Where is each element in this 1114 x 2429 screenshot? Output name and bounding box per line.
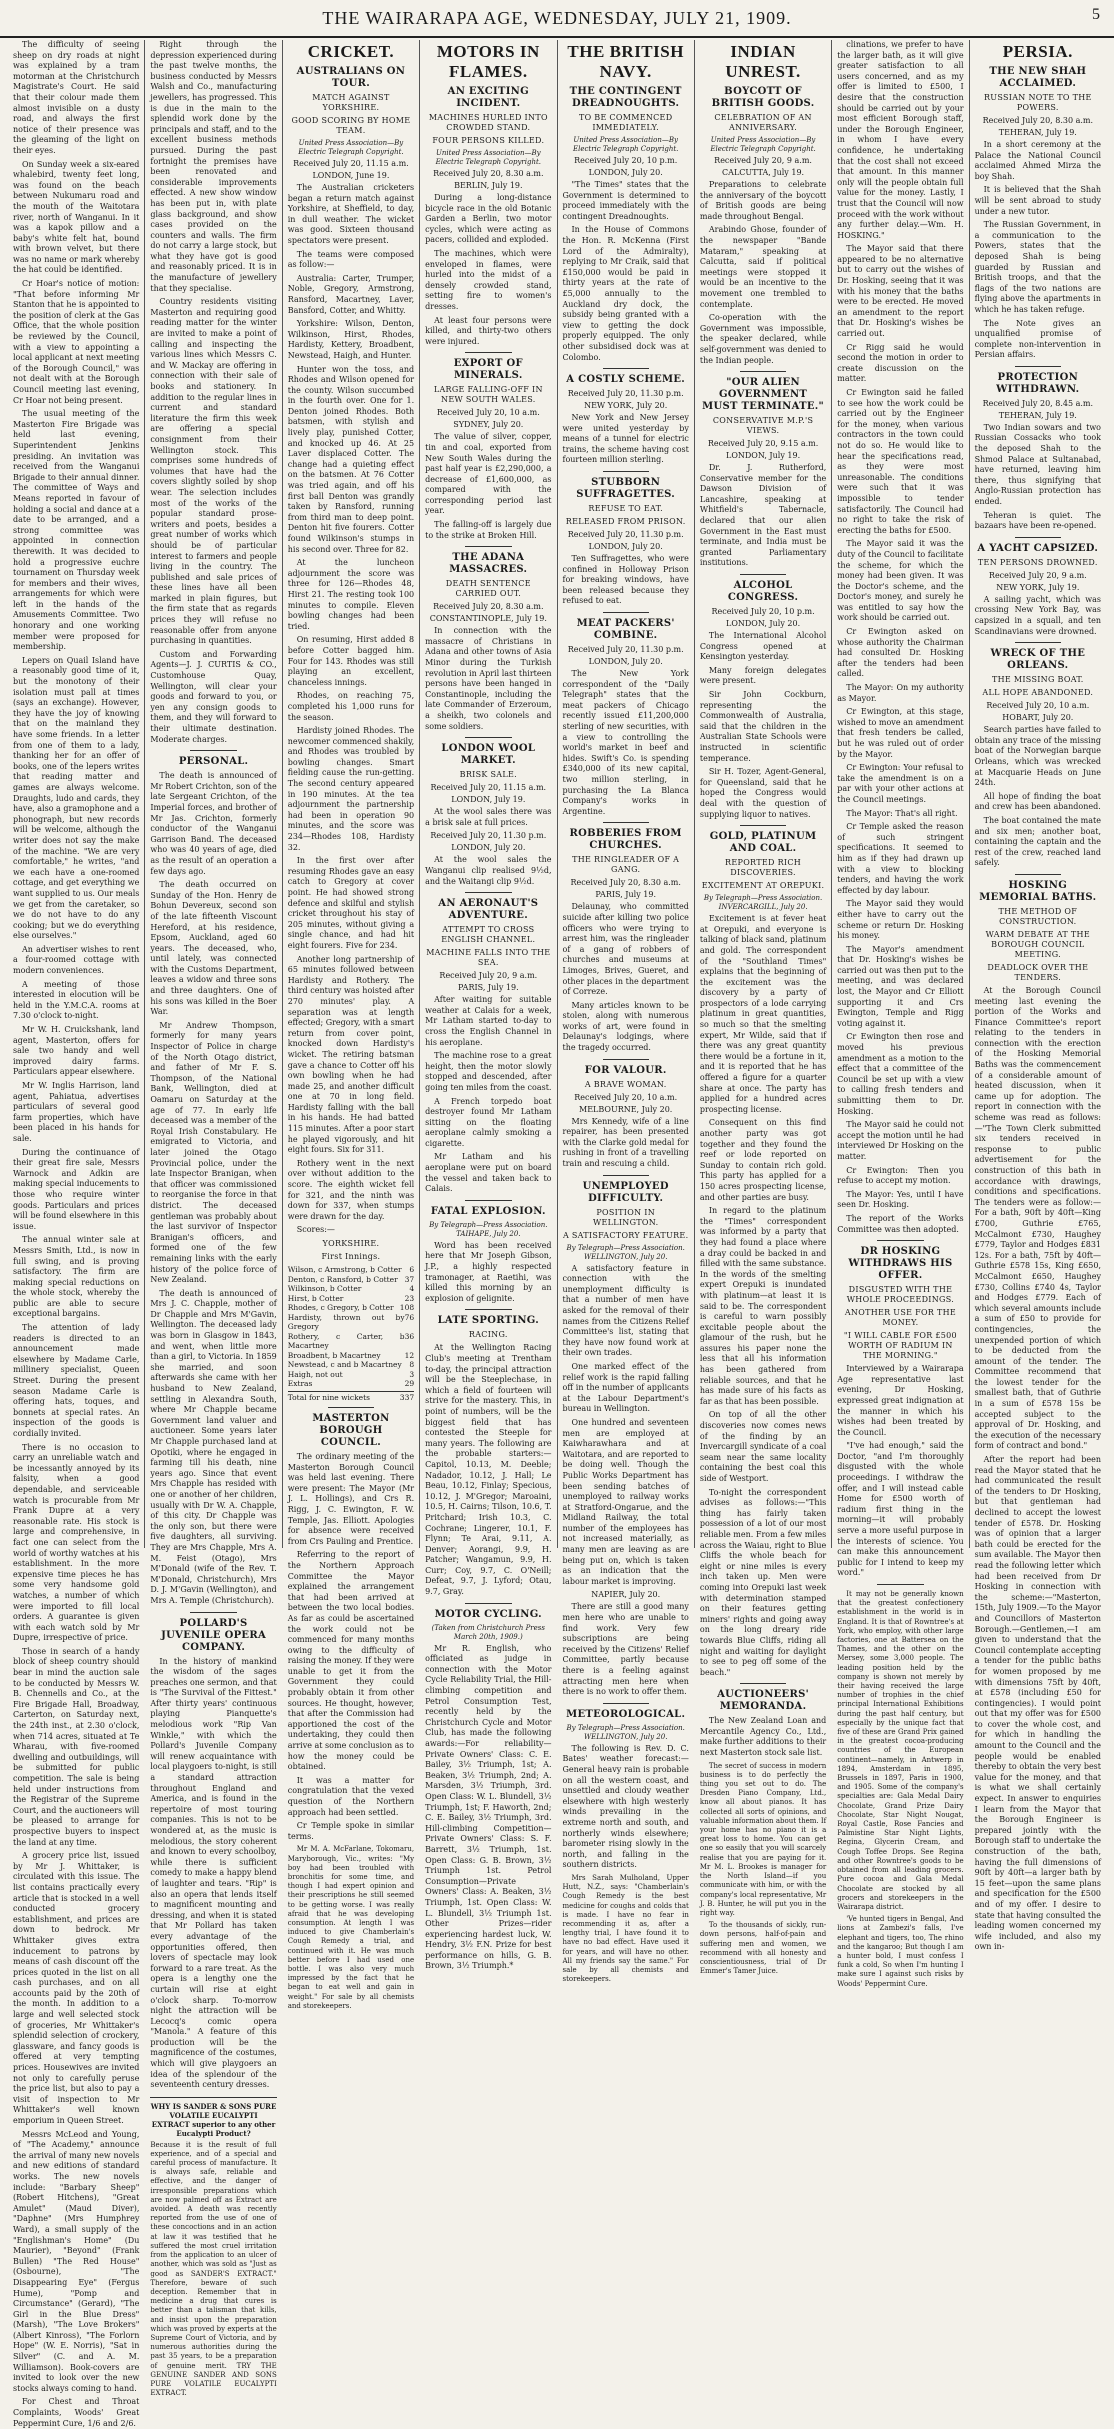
news-item: Another long partnership of 65 minutes followed between Hardisty and Rothery. The third century was hoisted after 270 minutes' play. A separation was at length effected; Gregory, with a smart return from cover point, knocked down Hardisty's wicket. The retiring batsman gave a chance to Cotter off his own bowling when he had made 25, and another difficult one at 70 in long field. Hardisty falling with the ball in his hands. He had batted 115 minutes. After a poor start he played vigorously, and hit eight fours. Six for 311.: [287, 954, 415, 1155]
news-item: Cr Ewington then rose and moved his previous amendment as a motion to the effect that a committee of the Council be set up with a view to calling fresh tenders and submitting them to Dr. Hosking.: [837, 1032, 964, 1116]
score-row: Rhodes, c Gregory, b Cotter 108: [287, 1303, 415, 1312]
dateline: TEHERAN, July 19.: [998, 128, 1077, 137]
scorecard-team: YORKSHIRE.: [322, 1239, 380, 1248]
subheading: REPORTED RICH DISCOVERIES.: [725, 858, 802, 878]
news-item: In regard to the platinum the "Times" correspondent was informed by a party that they had found a place where a dray could be backed in and filled with the same substance. In the words of the smelting expert Orepuki is inundated with platinum—at least it is said to be. The correspondent is careful to warn possibly excitable people about the glamour of the rush, but he assures his paper none the less that all his information has been gathered from reliable sources, and that he has made sure of his facts as far as that has been possible.: [699, 1206, 827, 1406]
news-item: On top of all the other discoveries now comes news of the finding by an Invercargill syndicate of a coal seam near the same locality containing the best coal this side of Westport.: [699, 1410, 827, 1483]
score-row: Denton, c Ransford, b Cotter 37: [287, 1274, 415, 1284]
divider: [465, 1603, 511, 1604]
news-item: Cr Ewington, at this stage, wished to move an amendment that fresh tenders be called, but he was ruled out of order by the Mayor.: [837, 707, 964, 759]
subheading: CONSERVATIVE M.P.'S VIEWS.: [712, 416, 814, 436]
article-headline-navy: THE BRITISH NAVY.: [567, 42, 684, 81]
dateline: HOBART, July 20.: [1002, 713, 1074, 723]
masthead: [0, 0, 1114, 38]
section-heading: MOTOR CYCLING.: [434, 1608, 542, 1620]
page-number: 5: [1092, 6, 1100, 23]
news-item: Two Indian sowars and two Russian Cossacks who took the deposed Shah to the Shmod Palace at Sultanabad, have returned, leaving him there, thus signifying that Anglo-Russian protection has ended.: [974, 422, 1101, 507]
news-item: Custom and Forwarding Agents—J. J. CURTIS & CO., Customhouse Quay, Wellington, will clear your goods and forward to you, or yen any consign goods to them, and they will forward to their ultimate destination. Moderate charges.: [150, 649, 277, 744]
subheading: AUSTRALIANS ON TOUR.: [296, 66, 406, 89]
scorecard-innings: First Innings.: [321, 1252, 381, 1261]
subheading: AN EXCITING INCIDENT.: [447, 86, 529, 109]
score-row: Newstead, c and b Macartney 8: [287, 1360, 415, 1369]
news-item: Delaunay, who committed suicide after killing two police officers who were trying to arrest him, was the ringleader of a gang of robbers of churches and museums at Limoges, Brives, Gueret, and other places in the department of Correze.: [562, 902, 689, 997]
news-item: Cr Ewington said he failed to see how the work could be carried out by the Engineer for the money, when various contractors in the town could not do so. He would like to hear the specifications read, as they were most unreasonable. The conditions were such that it was impossible to tender satisfactorily. The Council had no right to take the risk of erecting the baths for £500.: [837, 388, 964, 535]
subheading: BOYCOTT OF BRITISH GOODS.: [711, 86, 815, 109]
wire-credit: United Press Association—By Electric Telegraph Copyright.: [572, 136, 679, 153]
received-line: Received July 20, 10 p.m.: [574, 156, 678, 165]
divider: [603, 471, 649, 472]
news-item: Sir H. Tozer, Agent-General, for Queensland, said that he hoped the Congress would deal with the question of supplying liquor to natives.: [699, 767, 827, 819]
news-item: Word has been received here that Mr Joseph Gibson, J.P., a highly respected tramonager, at Raetihi, was killed this morning by an explosion of gelignite.: [425, 1240, 552, 1303]
dateline: NAPIER, July 20.: [591, 1590, 661, 1600]
news-item: On resuming, Hirst added 8 before Cotter bagged him. Four for 143. Rhodes was still playing an excellent, chanceless innings.: [287, 635, 415, 687]
section-heading: FOR VALOUR.: [584, 1064, 667, 1076]
divider: [740, 371, 786, 372]
section-heading-borough-council: MASTERTON BOROUGH COUNCIL.: [312, 1413, 390, 1448]
news-item: One marked effect of the relief work is the rapid falling off in the number of applicants at the Labour Department's bureau in Wellington.: [562, 1361, 689, 1414]
subheading: MACHINE FALLS INTO THE SEA.: [426, 948, 551, 968]
news-item: In the first over after resuming Rhodes gave an easy catch to Gregory at cover point. He had showed strong defence and skilful and stylish cricket throughout his stay of 205 minutes, without giving a single chance, and had hit eight fourers. Five for 234.: [287, 856, 415, 950]
section-heading: HOSKING MEMORIAL BATHS.: [979, 879, 1097, 903]
divider: [1015, 642, 1061, 643]
news-item: Australia: Carter, Trumper, Noble, Gregory, Armstrong, Ransford, Macartney, Laver, Bansford, Cotter, and Whitty.: [287, 273, 415, 315]
news-item: The Mayor said that there appeared to be no alternative but to carry out the wishes of Dr. Hosking, seeing that it was with his money that the baths were to be erected. He moved an amendment to the report that Dr. Hosking's wishes be carried out.: [837, 244, 964, 339]
news-item: "The Times" states that the Government is determined to proceed immediately with the contingent Dreadnoughts.: [562, 180, 689, 221]
subheading: TEN PERSONS DROWNED.: [977, 557, 1098, 567]
subheading: THE CONTINGENT DREADNOUGHTS.: [569, 86, 682, 109]
subheading: "I WILL CABLE FOR £500 WORTH OF RADIUM IN THE MORNING.": [843, 1331, 957, 1361]
news-item: The report of the Works Committee was then adopted.: [837, 1213, 964, 1234]
received-line: Received July 20, 8.30 a.m.: [982, 116, 1094, 125]
news-item: The machine rose to a great height, then the motor slowly stopped and descended, after going ten miles from the coast.: [425, 1051, 552, 1092]
news-item: It is believed that the Shah will be sent abroad to study under a new tutor.: [974, 185, 1101, 216]
news-item: The death is announced of Mrs J. C. Chapple, mother of Dr Chapple and Mrs M'Gavin, Wellington. The deceased lady was born in Glasgow in 1843, and went, when little more than a girl, to Victoria. In 1859 she married, and soon afterwards she came with her husband to New Zealand, settling in Alexandra South, where Mr Chapple became Government land valuer and auctioneer. Some years later Mr Chapple purchased land at Opotiki, where he engaged in farming till his death, nine years ago. Since that event Mrs Chapple has resided with one or another of her children, usually with Dr W. A. Chapple, of this city. Dr Chapple was the only son, but there were five daughters, all surviving. They are Mrs Chapple, Mrs A. M. Feist (Otago), Mrs M'Donald (wife of the Rev. T. M'Donald, Christchurch), Mrs D. J. M'Gavin (Wellington), and Mrs A. Temple (Christchurch).: [150, 1288, 277, 1605]
news-item: The death occurred on Sunday of the Hon. Henry de Bohun Devereux, second son of the late fifteenth Viscount Hereford, at his residence, Epsom, Auckland, aged 60 years. The deceased, who, until lately, was connected with the Customs Department, leaves a widow and three sons and three daughters. One of his sons was killed in the Boer War.: [150, 880, 277, 1017]
subheading: REFUSE TO EAT.: [588, 504, 663, 514]
news-item: The Mayor said he could not accept the motion until he had interviewed Dr Hosking on the matter.: [837, 1120, 964, 1161]
section-heading: ROBBERIES FROM CHURCHES.: [569, 828, 682, 852]
news-item: The falling-off is largely due to the strike at Broken Hill.: [425, 520, 552, 540]
section-heading: THE ADANA MASSACRES.: [449, 552, 528, 576]
news-item: For Chest and Throat Complaints, Woods' Great Peppermint Cure, 1/6 and 2/6.: [13, 2397, 140, 2428]
divider: [1015, 366, 1061, 367]
subheading: DEATH SENTENCE CARRIED OUT.: [445, 579, 531, 599]
news-item: The Mayor's amendment that Dr. Hosking's wishes be carried out was then put to the meeting, and was declared lost, the Mayor and Cr Elliott supporting it and Crs Ewington, Temple and Rigg voting against it.: [837, 944, 964, 1028]
score-row: Wilkinson, b Cotter 4: [287, 1284, 415, 1293]
received-line: Received July 20, 8.30 a.m.: [433, 602, 544, 612]
dateline: LONDON, July 20.: [588, 168, 663, 177]
section-heading: LONDON WOOL MARKET.: [441, 743, 536, 767]
news-item: The Russian Government, in a communication to the Powers, states that the deposed Shah is being guarded by Russian and British troops, and that the flags of the two nations are flying above the apartments in which he has taken refuge.: [974, 220, 1101, 314]
subheading: MACHINES HURLED INTO CROWDED STAND.: [428, 113, 548, 132]
section-heading: "OUR ALIEN GOVERNMENT MUST TERMINATE.": [702, 377, 825, 413]
score-row: Hirst, b Cotter 23: [287, 1293, 415, 1303]
news-item: A sailing yacht, which was crossing New York Bay, was capsized in a squall, and ten Scandinavians were drowned.: [974, 594, 1101, 636]
received-line: Received July 20, 11.30 p.m.: [430, 831, 547, 841]
news-item: At the Borough Council meeting last evening the portion of the Works and Finance Committee's report relating to the tenders in connection with the erection of the Hosking Memorial Baths was the commencement of a considerable amount of heated discussion, when it came up for adoption. The report in connection with the scheme was read as follows:—"The Town Clerk submitted six tenders received in response to public advertisement for the construction of this bath in accordance with drawings, conditions and specifications. The tenders were as follow:—For a bath, 90ft by 40ft—King £700, Guthrie £765, McCalmont £730, Haughey £779, Taylor and Hodges £831 12s. For a bath, 75ft by 40ft—Guthrie £578 15s, King £650, McCalmont £650, Haughey £730, Collins £740 4s, Taylor and Hodges £779. Each of which several amounts include a sum of £50 to provide for contingencies, the unexpended portion of which to be deducted from the amount of the tender. The Committee recommend that the lowest tender for the smallest bath, that of Guthrie in a sum of £578 15s be accepted subject to the approval of Dr. Hosking, and the execution of the necessary form of contract and bond.": [974, 985, 1101, 1451]
divider: [740, 1683, 786, 1684]
advert-cough-remedy: Mrs Sarah Mulholand, Upper Hutt, N.Z., says: "Chamberlain's Cough Remedy is the best medicine for coughs and colds that is made. I have no fear in recommending it as, after a lengthy trial, I have found it to have no bad effect. Have used it for years, and will have no other. All my friends say the same." For sale by all chemists and storekeepers.: [562, 1873, 689, 1984]
news-item: At the luncheon adjournment the score was three for 126—Rhodes 48, Hirst 21. The resting took 100 minutes to compile. Eleven bowling changes had been tried.: [287, 558, 415, 631]
divider: [603, 368, 649, 369]
section-heading: FATAL EXPLOSION.: [430, 1205, 546, 1217]
divider: [465, 1200, 511, 1201]
divider: [603, 1059, 649, 1060]
column-5: [558, 40, 695, 1984]
news-item: New York and New Jersey were united yesterday by means of a tunnel for electric trains, the scheme having cost fourteen million sterling.: [562, 413, 689, 465]
score-row: Broadbent, b Macartney 12: [287, 1350, 415, 1360]
news-item: Referring to the report of the Northern Approach Committee the Mayor explained the arrangement that had been arrived at between the two local bodies. As far as could be ascertained the work could not be commenced for many months owing to the difficulty of raising the money. If they were unable to get it from the Government they could probably obtain it from other sources. He thought, however, that after the Commission had apportioned the cost of the undertaking, they could then arrive at some conclusion as to how the money could be obtained.: [287, 1550, 415, 1772]
divider: [877, 1240, 923, 1241]
news-item: Hunter won the toss, and Rhodes and Wilson opened for the county. Wilson succumbed in the fourth over. One for 1. Denton joined Rhodes. Both batsmen, with stylish and lively play, punished Cotter, and knocked up 46. At 25 Laver displaced Cotter. The change had a quieting effect on the batsmen. At 76 Cotter was tried again, and off his first ball Denton was grandly taken by Ransford, running from third man to deep point. Denton hit five fourers. Cotter found Wilkinson's stumps in his second over. Three for 82.: [287, 364, 415, 554]
divider: [740, 574, 786, 575]
news-item: Cr Ewington: Then you refuse to accept my motion.: [837, 1165, 964, 1186]
received-line: Received July 20, 9 a.m.: [439, 971, 538, 981]
news-item: Cr Hoar's notice of motion: "That before informing Mr Stanton that he is appointed to the position of clerk at the Gas Office, that the whole position be reviewed by the Council, with a view to appointing a local applicant at next meeting of the Borough Council," was not dealt with at the Borough Council meeting last evening, Cr Hoar not being present.: [13, 279, 140, 405]
section-heading: AUCTIONEERS' MEMORANDA.: [717, 1689, 809, 1713]
advert-rowntree: It may not be generally known that the greatest confectionery establishment in the world is in England. It is that of Rowntree's at York, who employ, with other large factories, one at Battersea on the Thames, and the other on the Mersey, some 3,000 people. The leading position held by the company is shown not merely by their having received the large number of trophies in the chief principal International Exhibitions during the past half century, but especially by the unique fact that five of these are Grand Prix gained in the greatest cocoa-producing countries of the European continent—namely, in Antwerp in 1894, Amsterdam in 1895, Brussels in 1897, Paris in 1900, and 1905. Some of the company's specialties are: Gala Medal Dairy Chocolate, Grand Prize Dairy Chocolate, Star Night Nougat, Royal Castle, Rose Fancies and Palmistine Star Night Lights, Regina, Glycerin Cream, and Cough Toffee Drops. See Regina and other Rowntree's goods to be obtained from all leading grocers. Pure cocoa and Gala Medal Chocolate are stocked by all grocers and storekeepers in the Wairarapa district.: [837, 1590, 964, 1911]
section-heading: ALCOHOL CONGRESS.: [727, 580, 799, 604]
news-item: After the report had been read the Mayor stated that he had communicated the result of the tenders to Dr Hosking, but that gentleman had declined to accept the lowest tender of £578. Dr. Hosking was of opinion that a larger bath could be erected for the sum available. The Mayor then read the following letter which had been received from Dr Hosking in connection with the scheme:—"Masterton, 15th, July 1909.—To the Mayor and Councillors of Masterton Borough.—Gentlemen,—I am given to understand that the Council contemplate accepting a tender for the public baths for women proposed by me with dimensions 75ft by 40ft, at £578 (including £50 for contingencies). I would point out that my offer was for £500 to cover the whole cost, and for which in handling the amount to the Council and the people would be enabled thereby to obtain the very best value for the money, and that is what we shall certainly expect. In answer to enquiries I learn from the Mayor that the Borough Engineer is prepared jointly with the Borough staff to undertake the construction of the bath, having the full dimensions of 90ft by 40ft—a larger bath by 15 feet—upon the same plans and specification for the £500 and of my offer. I desire to state that having consulted the leading women concerned my wife included, and also my own in-: [974, 1455, 1101, 1952]
news-item: Mr R. English, who officiated as judge in connection with the Motor Cycle Reliability Trial, the Hill-climbing competition and Petrol Consumption Test, recently held by the Christchurch Cycle and Motor Club, has made the following awards:—For reliability—Private Owners' Class: C. E. Bailey, 3½ Triumph, 1st; A. Beaken, 3½ Triumph, 2nd; A. Marsden, 3½ Triumph, 3rd. Open Class: W. L. Blundell, 3½ Triumph, 1st; F. Haworth, 2nd; C. E. Bailey, 3½ Triumph, 3rd. Hill-climbing Competition—Private Owners' Class: S. F. Barrett, 3½ Triumph, 1st. Open Class: G. B. Brown, 3½ Triumph 1st. Petrol Consumption—Private Owners' Class: A. Beaken, 3½ Triumph, 1st. Open Class: W. L. Blundell, 3½ Triumph 1st. Other Prizes—rider experiencing hardest luck, W. Hendry, 3½ F.N. Prize for best performance on hills, G. B. Brown, 3½ Triumph.*: [425, 1643, 552, 1971]
subheading: ANOTHER USE FOR THE MONEY.: [844, 1308, 957, 1328]
divider: [603, 822, 649, 823]
news-item: A grocery price list, issued by Mr J. Whittaker, is circulated with this issue. The list contains practically every article that is stocked in a well conducted grocery establishment, and prices are down to bedrock. Mr Whittaker gives extra inducement to patrons by means of cash discount off the prices quoted in the list on all cash purchases, and on all accounts paid by the 20th of the month. In addition to a large and well selected stock of groceries, Mr Whittaker's splendid selection of crockery, glassware, and fancy goods is offered at very tempting prices. Housewives are invited not only to carefully peruse the price list, but also to pay a visit of inspection to Mr Whittaker's well known emporium in Queen Street.: [13, 1851, 140, 2125]
news-item: One hundred and seventeen men are employed at Kaiwharawhara and at Waitotara, and are reported to be doing well. Though the Public Works Department has been sending batches of unemployed to railway works at Stratford-Ongarue, and the Midland Railway, the total number of the employees has not increased materially, as many men are leaving as are being put on, which is taken as an indication that the labour market is improving.: [562, 1417, 689, 1586]
news-item: The Australian cricketers began a return match against Yorkshire, at Sheffield, to day, in dull weather. The wicket was good. Sixteen thousand spectators were present.: [287, 183, 415, 245]
news-item: To-night the correspondent advises as follows:—"This thing has fairly taken possession of a lot of our most reliable men. From a few miles across the Waiau, right to Blue Cliffs the whole beach for eight or nine miles is every inch taken up. Men were coming into Orepuki last week with determination stamped on their features getting miners' rights and going away on the long dreary ride towards Blue Cliffs, riding all night and waiting for daylight to see to peg off some of the beach.": [699, 1487, 827, 1677]
news-item: On Sunday week a six-eared whalebird, twenty feet long, was found on the beach between Nukumaru road and the mouth of the Waitotara river, north of Wanganui. In it was a kapok pillow and a baby's white felt hat, bound with brown velvet, but there was no name or mark whereby the hat could be identified.: [13, 159, 140, 275]
dateline: PARIS, July 19.: [458, 983, 519, 993]
dateline: NEW YORK, July 19.: [996, 582, 1080, 592]
received-line: Received July 20, 8.30 a.m.: [570, 878, 681, 888]
dateline: LONDON, June 19.: [312, 171, 390, 180]
section-heading: EXPORT OF MINERALS.: [453, 358, 523, 382]
news-item: Cr Ewington asked on whose authority the Chairman had consulted Dr. Hosking after the tenders had been called.: [837, 627, 964, 679]
news-item: Consequent on this find another party was got together and they found the reef or lode reported on Sunday to contain rich gold. This party has applied for a 150 acres prospecting license, and other parties are busy.: [699, 1118, 827, 1202]
dateline: MELBOURNE, July 20.: [579, 1104, 673, 1114]
wire-credit: United Press Association—By Electric Telegraph Copyright.: [298, 139, 404, 156]
news-item: Ten Suffragettes, who were confined in Holloway Prison for breaking windows, have been released because they refused to eat.: [562, 554, 689, 606]
news-item: Yorkshire: Wilson, Denton, Wilkinson, Hirst, Rhodes, Hardisty, Kettery, Broadbent, Newstead, Haigh, and Hunter.: [287, 319, 415, 360]
news-item: In the history of mankind the wisdom of the sages preaches one sermon, and that is "The Survival of the Fittest." After thirty years' continuous playing Pianquette's melodious work "Rip Van Winkle," with which the Pollard's Juvenile Company will renew acquaintance with local playgoers to-night, is still a standard attraction throughout England and America, and is found in the repertoire of most touring companies. This is not to be wondered at, as the music is melodious, the story coherent and known to every schoolboy, while there is sufficient comedy to make a happy blend of laughter and tears. "Rip" is also an opera that lends itself to magnificent mounting and dressing, and when it is stated that Mr Pollard has taken every advantage of the opportunities offered, then lovers of spectacle may look forward to a rare treat. As the opera is a lengthy one the curtain will rise at eight o'clock sharp. To-morrow night the attraction will be Lecocq's comic opera "Manola." A feature of this production will be the magnificence of the costumes, which will give playgoers an idea of the splendour of the seventeenth century dresses.: [150, 1656, 277, 2090]
section-heading: MEAT PACKERS' COMBINE.: [576, 618, 675, 642]
dateline: NEW YORK, July 20.: [584, 401, 668, 411]
news-item: The attention of lady readers is directed to an announcement made elsewhere by Madame Carle, millinery specialist, Queen Street. During the present season Madame Carle is offering hats, toques, and bonnets at special rates. An inspection of the goods is cordially invited.: [13, 1323, 140, 1438]
divider: [603, 1175, 649, 1176]
news-item: Country residents visiting Masterton and requiring good reading matter for the winter are invited to make a point of calling and inspecting the various lines which Messrs C. and W. Mackay are offering in connection with their sale of books and stationery. In addition to the regular lines in current and standard literature the firm this week are offering a special consignment from their Wellington stock. This comprises some hundreds of volumes that have had the covers slightly soiled by shop wear. The selection includes most of the works of the popular standard prose-writers and poets, besides a great number of works which should be of particular interest to farmers and people living in the country. The published and sale prices of these lines have all been marked in plain figures, but the firm state that as regards prices they will refuse no reasonable offer from anyone purchasing in quantities.: [150, 297, 277, 646]
score-row: Rothery, c Carter, b Macartney 36: [287, 1331, 415, 1350]
news-item: Scores:—: [296, 1225, 335, 1235]
news-item: To the thousands of sickly, run-down persons, half-of-pain and suffering men and women, we recommend with all honesty and conscientiousness, trial of Dr Emmer's Tamer Juice.: [699, 1921, 827, 1976]
divider: [740, 825, 786, 826]
received-line: Received July 20, 8.45 a.m.: [982, 398, 1094, 408]
news-item: Rothery went in the next over without addition to the score. The eighth wicket fell for 321, and the ninth was down for 337, when stumps were drawn for the day.: [287, 1158, 415, 1221]
dateline: CONSTANTINOPLE, July 19.: [429, 614, 547, 624]
column-7: [832, 40, 969, 1988]
subheading: THE RINGLEADER OF A GANG.: [572, 855, 680, 875]
received-line: Received July 20, 11.30 p.m.: [567, 389, 684, 399]
subheading: THE METHOD OF CONSTRUCTION.: [998, 906, 1078, 926]
news-item: The Mayor: Yes, until I have seen Dr. Hosking.: [837, 1189, 964, 1210]
received-line: Received July 20, 9.15 a.m.: [707, 439, 819, 449]
news-item: Cr Rigg said he would second the motion in order to create discussion on the matter.: [837, 342, 964, 384]
news-item: In a short ceremony at the Palace the National Council acclaimed Ahmed Mirza the boy Shah.: [974, 140, 1101, 181]
dateline: TEHERAN, July 19.: [998, 410, 1077, 420]
section-heading: UNEMPLOYED DIFFICULTY.: [582, 1180, 669, 1204]
dateline: LONDON, July 19.: [726, 451, 801, 461]
dateline: LONDON, July 20.: [588, 542, 663, 552]
divider: [465, 546, 511, 547]
dateline: LONDON, July 20.: [726, 619, 801, 629]
newspaper-columns: [8, 40, 1106, 2428]
subheading: A SATISFACTORY FEATURE.: [562, 1230, 689, 1240]
news-item: At least four persons were killed, and thirty-two others were injured.: [425, 315, 552, 346]
news-item: Mr Latham and his aeroplane were put on board the vessel and taken back to Calais.: [425, 1152, 552, 1194]
news-item: The Mayor: That's all right.: [846, 808, 958, 818]
section-heading: METEOROLOGICAL.: [566, 1708, 686, 1720]
news-item: Sir John Cockburn, representing the Commonwealth of Australia, said that the children in the Australian State Schools were instructed in scientific temperance.: [699, 690, 827, 763]
news-item: The Mayor: On my authority as Mayor.: [837, 683, 964, 703]
column-3: [283, 40, 420, 2010]
news-item: At the Wellington Racing Club's meeting at Trentham to-day, the principal attraction will be the Steeplechase, in which a field of fourteen will strive for the mastery. This, in point of numbers, will be the biggest field that has contested the Steeple for many years. The following are the probable starters:—Capitol, 10.13, M. Deeble; Nadador, 10.12, J. Hall; Le Beau, 10.12, Finlay; Specious, 10.12, J. M'Gregor; Maroaini, 10.5, H. Cairns; Tilson, 10.6, T. Pritchard; Irish 10.3, C. Cochrane; Lingerer, 10.1, F. Flynn; Te Arai, 9.11, A. Denver; Aorangi, 9.9, H. Patcher; Wangamun, 9.9, H. Curr; Coy, 9.7, C. O'Neill; Defeat, 9.7, J. Lyford; Otau, 9.7, Gray.: [425, 1343, 552, 1597]
wire-credit: (Taken from Christchurch Press March 20th, 1909.): [431, 1623, 545, 1641]
news-item: Cr Temple asked the reason of such stringent specifications. It seemed to him as if they had drawn up with a view to blocking tenders, and having the work effected by day labour.: [837, 822, 964, 895]
received-line: Received July 20, 10 p.m.: [711, 607, 815, 617]
news-item: Search parties have failed to obtain any trace of the missing boat of the Norwegian barque Orleans, which was wrecked at Macquarie Heads on June 24th.: [974, 725, 1101, 788]
news-item: clinations, we prefer to have the larger bath, as it will give greater satisfaction to all users concerned, and as my offer is limited to £500, I desire that the construction should be carried out by your most efficient Borough staff, under the Borough Engineer, in whom I have every confidence, he undertaking that the cost shall not exceed that amount. In this manner only will the people obtain full value for the money. Lastly, I trust that the Council will now proceed with the work without any further delay.—Wm. H. HOSKING.": [837, 40, 964, 240]
news-item: During the continuance of their great fire sale, Messrs Warnock and Adkin are making special inducements to those who require winter goods. Particulars and prices will be found elsewhere in this issue.: [13, 1147, 140, 1231]
received-line: Received July 20, 9 a.m.: [988, 570, 1087, 580]
column-6: [695, 40, 832, 1976]
news-item: Mr W. Inglis Harrison, land agent, Pahiatua, advertises particulars of several good farm properties, which have been placed in his hands for sale.: [13, 1081, 140, 1143]
divider: [190, 1612, 236, 1613]
subheading: TO BE COMMENCED IMMEDIATELY.: [578, 113, 673, 132]
news-item: Lepers on Quail Island have a reasonably good time of it, but the monotony of their isolation must pall at times (says an exchange). However, they have the joy of knowing that on the mainland they have some friends. In a letter from one of them to a lady, thanking her for an offer of books, one of the lepers writes that reading matter and games are always welcome. Draughts, ludo and cards, they have, also a gramophone and a phonograph, but new records will be welcome, although the writer does not say the make of the machine. "We are very comfortable," he writes, "and we each have a one-roomed cottage, and get everything we want supplied to us. Our meals we get from the caretaker, so we do not have to do any cooking; but we do everything else ourselves.": [13, 655, 140, 941]
divider: [603, 612, 649, 613]
news-item: The teams were composed as follow:—: [287, 249, 415, 270]
section-heading: A YACHT CAPSIZED.: [977, 542, 1099, 554]
received-line: Received July 20, 11.30 p.m.: [567, 530, 684, 540]
divider: [465, 352, 511, 353]
dateline: PARIS, July 19.: [595, 890, 656, 900]
column-2: [145, 40, 282, 2398]
divider: [877, 1584, 923, 1585]
section-heading: DR HOSKING WITHDRAWS HIS OFFER.: [848, 1246, 953, 1282]
divider: [190, 750, 236, 751]
divider: [603, 1703, 649, 1704]
dateline: LONDON, July 20.: [588, 657, 663, 667]
article-headline-persia: PERSIA.: [1002, 42, 1073, 61]
subheading: EXCITEMENT AT OREPUKI.: [701, 881, 825, 891]
subheading: RUSSIAN NOTE TO THE POWERS.: [983, 93, 1092, 112]
news-item: The difficulty of seeing sheep on dry roads at night was explained by a tram motorman at the Christchurch Magistrate's Court. He said that their colour made them almost invisible on a dusty road, and always the first notice of their presence was the gleaming of the light on their eyes.: [13, 40, 140, 155]
received-line: Received July 20, 11.15 a.m.: [293, 159, 409, 168]
news-item: The value of silver, copper, tin and coal, exported from New South Wales during the past half year is £2,290,000, a decrease of £1,600,000, as compared with the corresponding period last year.: [425, 432, 552, 516]
news-item: It was a matter for congratulation that the vexed question of the Northern approach had been settled.: [287, 1775, 415, 1817]
news-item: Mr Andrew Thompson, formerly for many years Inspector of Police in charge of the North Otago district, and father of Mr F. S. Thompson, of the National Bank, Wellington, died at Oamaru on Saturday at the age of 77. In early life deceased was a member of the Royal Irish Constabulary. He emigrated to Victoria, and later joined the Otago Provincial police, under the late Inspector Branigan, when that officer was commissioned to reorganise the force in that district. The deceased gentleman was probably about the last survivor of Inspector Branigan's officers, and formed one of the few remaining links with the early history of the police force of New Zealand.: [150, 1020, 277, 1285]
news-item: All hope of finding the boat and crew has been abandoned.: [974, 791, 1101, 812]
section-heading-pollard: POLLARD'S JUVENILE OPERA COMPANY.: [161, 1617, 267, 1653]
subheading: ALL HOPE ABANDONED.: [982, 688, 1094, 698]
news-item: In the House of Commons the Hon. R. McKenna (First Lord of the Admiralty), replying to Mr Craik, said that £150,000 would be paid in thirty years at the rate of £5,000 annually to the Auckland dry dock, the subsidy being granted with a view to getting the dock properly equipped. The only other subsidised dock was at Colombo.: [562, 225, 689, 362]
wire-credit: United Press Association—By Electric Telegraph Copyright.: [435, 149, 542, 166]
news-item: The Note gives an unqualified promise of complete non-intervention in Persian affairs.: [974, 318, 1101, 360]
divider: [1015, 874, 1061, 875]
news-item: The annual winter sale at Messrs Smith, Ltd., is now in full swing, and is proving satisfactory. The firm are making special reductions on the whole stock, whereby the public are able to secure exceptional bargains.: [13, 1235, 140, 1319]
news-item: The death is announced of Mr Robert Crichton, son of the late Sergeant Crichton, of the Imperial forces, and brother of Mr Jas. Crichton, formerly conductor of the Wanganui Garrison Band. The deceased who was 40 years of age, died as the result of an operation a few days ago.: [150, 771, 277, 876]
section-heading: GOLD, PLATINUM AND COAL.: [709, 831, 817, 855]
article-headline-indian-unrest: INDIAN UNREST.: [725, 42, 801, 81]
news-item: There are still a good many men here who are unable to find work. Very few subscriptions are being received by the Citizens' Relief Committee, partly because there is a feeling against attracting men here when there is no work to offer them.: [562, 1602, 689, 1697]
news-item: Many foreign delegates were present.: [699, 665, 827, 686]
article-headline-cricket: CRICKET.: [307, 42, 395, 61]
news-item: The New York correspondent of the "Daily Telegraph" states that the meat packers of Chicago recently issued £11,200,000 sterling of new securities, with a view to controlling the world's market in beef and hides. Swift's Co. is spending £340,000 of its new capital, two million sterling, in purchasing the La Blanca Company's works in Argentine.: [562, 669, 689, 816]
newspaper-title: THE WAIRARAPA AGE, WEDNESDAY, JULY 21, 1909.: [322, 7, 792, 28]
news-item: Many articles known to be stolen, along with numerous works of art, were found in Delaunay's lodgings, where the tragedy occurred.: [562, 1000, 689, 1053]
advert-verse: 'Ve hunted tigers in Bengal, And lions at Zambezi's falls, I've elephant and tigers, too, The rhino and the kangaroo; But though I am a hunter bold, I must confess I funk a cold, So when I'm hunting I make sure I against such risks by Woods' Peppermint Cure.: [837, 1915, 964, 1988]
news-item: The boat contained the mate and six men; another boat, containing the captain and the rest of the crew, reached land safely.: [974, 815, 1101, 868]
section-heading: LATE SPORTING.: [437, 1315, 540, 1327]
news-item: The Mayor said it was the duty of the Council to facilitate the scheme, for which the money had been given. It was the Doctor's scheme, and the Doctor's money, and surely he was entitled to say how the work should be carried out.: [837, 539, 964, 623]
news-item: Interviewed by a Wairarapa Age representative last evening, Dr Hosking, expressed great indignation at the manner in which his wishes had been treated by the Council.: [837, 1364, 964, 1437]
score-row: Haigh, not out 3: [287, 1369, 415, 1379]
subheading: DISGUSTED WITH THE WHOLE PROCEEDINGS.: [846, 1285, 955, 1305]
subheading: LARGE FALLING-OFF IN NEW SOUTH WALES.: [433, 385, 543, 405]
news-item: "I've had enough," said the Doctor, "and I'm thoroughly disgusted with the whole proceedings. I withdraw the offer, and I will instead cable Home for £500 worth of radium first thing in the morning—it will probably serve a more useful purpose in the interests of science. You can make this announcement public for I intend to keep my word.": [837, 1441, 964, 1578]
news-item: The Mayor said they would either have to carry out the scheme or return Dr. Hosking his money.: [837, 899, 964, 941]
received-line: Received July 20, 10 a.m.: [436, 408, 540, 418]
dateline: LONDON, July 19.: [451, 795, 526, 805]
dateline: SYDNEY, July 20.: [453, 420, 524, 430]
score-row: Hardisty, thrown out by Gregory 76: [287, 1312, 415, 1331]
subheading: A BRAVE WOMAN.: [584, 1079, 667, 1089]
subheading: POSITION IN WELLINGTON.: [592, 1207, 659, 1227]
subheading: RACING.: [468, 1330, 508, 1340]
section-heading: PROTECTION WITHDRAWN.: [996, 371, 1080, 395]
subheading: FOUR PERSONS KILLED.: [432, 136, 545, 145]
subheading: GOOD SCORING BY HOME TEAM.: [291, 116, 411, 135]
news-item: The ordinary meeting of the Masterton Borough Council was held last evening. There were present: The Mayor (Mr J. L. Hollings), and Crs R. Rigg, J. C. Ewington, F. W. Temple, Jas. Elliott. Apologies for absence were received from Crs Pauling and Prentice.: [287, 1452, 415, 1546]
news-item: Rhodes, on reaching 75, completed his 1,000 runs for the season.: [287, 691, 415, 722]
section-heading: A COSTLY SCHEME.: [566, 374, 686, 386]
subheading: WARM DEBATE AT THE BOROUGH COUNCIL MEETING.: [985, 929, 1090, 959]
news-item: Dr. J. Rutherford, Conservative member for the Dawson Division of Lancashire, speaking at Whitfield's Tabernacle, declared that our alien Government in the East must terminate, and India must be granted Parliamentary institutions.: [699, 463, 827, 568]
news-item: A meeting of those interested in elocution will be held in the Y.M.C.A. rooms at 7.30 o'clock to-night.: [13, 979, 140, 1021]
news-item: There is no occasion to carry an unreliable watch and be incessantly annoyed by its falsity, when a good dependable, and serviceable watch is procurable from Mr Frank Dupre at a very reasonable rate. His stock is large and comprehensive, in fact one can select from the world of worthy watches at his establishment. In the more expensive time pieces he has some very handsome gold watches, a number of which were imported to fill local orders. A guarantee is given with each watch sold by Mr Dupre, irrespective of price.: [13, 1442, 140, 1643]
subheading: DEADLOCK OVER THE TENDERS.: [987, 962, 1089, 982]
news-item: After waiting for suitable weather at Calais for a week, Mr Latham started to-day to cross the English Channel in his aeroplane.: [425, 995, 552, 1047]
wire-credit: By Telegraph—Press Association. WELLINGTON, July 20.: [566, 1723, 685, 1741]
column-4: [420, 40, 557, 1971]
news-item: At the wool sales there was a brisk sale at full prices.: [425, 807, 552, 827]
divider: [465, 737, 511, 738]
news-item: Right through the depression experienced during the past twelve months, the business conducted by Messrs Walsh and Co., manufacturing jewellers, has progressed. This is due in the main to the splendid work done by the principals and staff, and to the excellent business methods pursued. During the past fortnight the premises have been renovated and considerable improvements effected. A new show window has been put in, with plate glass background, and show cases provided on the counters and walls. The firm do not carry a large stock, but what they have got is good and reasonably priced. It is in the manufacture of jewellery that they specialise.: [150, 40, 277, 293]
subheading: THE NEW SHAH ACCLAIMED.: [989, 66, 1087, 89]
subheading: ATTEMPT TO CROSS ENGLISH CHANNEL.: [441, 925, 536, 945]
received-line: Received July 20, 11.30 p.m.: [567, 645, 684, 655]
received-line: Received July 20, 11.15 a.m.: [430, 783, 547, 793]
section-heading: STUBBORN SUFFRAGETTES.: [576, 477, 676, 501]
news-item: Excitement is at fever heat at Orepuki, and everyone is talking of black sand, platinum and gold. The correspondent of the "Southland Times" explains that the beginning of the excitement was the discovery by a party of prospectors of a lode carrying platinum in great quantities, so much so that the smelting expert, Mr Wilde, said that if there was any great quantity there would be a fortune in it, and it is reported that he has offered a figure for a quarter share at once. The party has applied for a hundred acres prospecting license.: [699, 914, 827, 1114]
received-line: Received July 20, 10 a.m.: [986, 701, 1090, 711]
news-item: An advertiser wishes to rent a four-roomed cottage with modern conveniences.: [13, 944, 140, 976]
dateline: CALCUTTA, July 19.: [722, 168, 805, 177]
received-line: Received July 20, 9 a.m.: [714, 156, 812, 165]
divider: [1015, 537, 1061, 538]
section-heading: AN AERONAUT'S ADVENTURE.: [438, 898, 539, 922]
news-item: Mrs Kennedy, wife of a line repairer, has been presented with the Clarke gold medal for rushing in front of a travelling train and rescuing a child.: [562, 1116, 689, 1169]
dateline: LONDON, July 20.: [451, 843, 526, 853]
news-item: In connection with the massacre of Christians in Adana and other towns of Asia Minor during the Turkish revolution in April last thirteen persons have been hanged in Constantinople, including the late Commander of Erzeroum, a sheikh, two colonels and some soldiers.: [425, 626, 552, 731]
column-1: [8, 40, 145, 2428]
subheading: THE MISSING BOAT.: [991, 675, 1084, 685]
advert-eucalypti: [150, 2097, 276, 2399]
score-row: Extras 29: [287, 1379, 415, 1388]
news-item: Cr Ewington: Your refusal to take the amendment is on a par with your other actions at the Council meetings.: [837, 763, 964, 804]
scorecard: [288, 1239, 414, 1402]
news-item: A French torpedo boat destroyer found Mr Latham sitting on the floating aeroplane calmly smoking a cigarette.: [425, 1096, 552, 1148]
wire-credit: By Telegraph—Press Association. INVERCARGILL, July 20.: [703, 894, 823, 912]
article-headline-motors: MOTORS IN FLAMES.: [436, 42, 540, 81]
news-item: Cr Temple spoke in similar terms.: [287, 1821, 415, 1841]
column-8: [970, 40, 1106, 1952]
advert-body: Because it is the result of full experience, and of a special and careful process of manufacture. It is always safe, reliable and effective, and the danger of irresponsible preparations which are now palmed off as Extract are avoided. A death was recently reported from the use of one of these concoctions and in an action at law it was testified that he suffered the most cruel irritation from the application to an ulcer of another, which was sold as "Just as good as SANDER'S EXTRACT." Therefore, beware of such deception. Remember that in medicine a drug that cures is better than a talisman that kills, and insist upon the preparation which was proved by experts at the Supreme Court of Victoria, and by numerous authorities during the past 35 years, to be a preparation of genuine merit. TRY THE GENUINE SANDER AND SONS PURE VOLATILE EUCALYPTI EXTRACT.: [150, 2140, 277, 2398]
wire-credit: By Telegraph—Press Association. WELLINGTON, July 20.: [566, 1243, 685, 1261]
score-total: Total for nine wickets 337: [287, 1392, 415, 1402]
news-item: Preparations to celebrate the anniversary of the boycott of British goods are being made throughout Bengal.: [699, 180, 827, 221]
subheading: BRISK SALE.: [459, 770, 517, 780]
received-line: Received July 20, 8.30 a.m.: [433, 169, 544, 178]
news-item: The secret of success in modern business is to do perfectly the thing you set out to do. The Dresden Piano Company, Ltd., know all about pianos. It has collected all sorts of opinions, and valuable information about them. If your home has no piano it is a great loss to home. You can get one so easily that you will scarcely realise that you are paying for it. Mr M. L. Brookes is manager for the North Island—if you communicate with him, or with the company's local representative, Mr J. B. Hunter, he will put you in the right way.: [699, 1761, 827, 1917]
section-heading-personal: PERSONAL.: [178, 756, 249, 768]
news-item: Hardisty joined Rhodes. The newcomer commenced shakily, and Rhodes was troubled by bowling changes. Smart fielding cause the run-getting. The second century appeared in 190 minutes. At the tea adjournment the partnership had been in operation 90 minutes, and the score was 234—Rhodes 108, Hardisty 32.: [287, 726, 415, 852]
news-item: The usual meeting of the Masterton Fire Brigade was held last evening, Superintendent Jenkins presiding. An invitation was received from the Wanganui Brigade to their annual dinner. The committee of Ways and Means reported in favour of holding a social and dance at a date to be arranged, and a strong committee was appointed in connection therewith. It was decided to hold a progressive euchre tournament on Thursday week for members and their wives, arrangements for which were left in the hands of the Amusements Committee. Two honorary and one working member were proposed for membership.: [13, 409, 140, 652]
dateline: BERLIN, July 19.: [454, 181, 523, 190]
section-heading: WRECK OF THE ORLEANS.: [990, 648, 1086, 672]
news-item: Those in search of a handy block of sheep country should bear in mind the auction sale to be conducted by Messrs W. B. Chennells and Co., at the Fire Brigade Hall, Broadway, Carterton, on Saturday next, the 24th inst., at 2.30 o'clock, when 714 acres, situated at Te Wharau, with five-roomed dwelling and outbuildings, will be submitted for public competition. The sale is being held under instructions from the Registrar of the Supreme Court, and the auctioneers will be pleased to arrange for prospective buyers to inspect the land at any time.: [13, 1646, 140, 1847]
news-item: The machines, which were enveloped in flames, were hurled into the midst of a densely crowded stand, setting fire to women's dresses.: [425, 248, 552, 311]
news-item: During a long-distance bicycle race in the old Botanic Garden a Berlin, two motor cycles, which were acting as pacers, collided and exploded.: [425, 193, 552, 245]
score-row: Wilson, c Armstrong, b Cotter 6: [287, 1265, 415, 1274]
news-item: The following is Rev. D. C. Bates' weather forecast:—General heavy rain is probable on all the western coast, and unsettled and cloudy weather elsewhere with high westerly winds prevailing in the extreme north and south, and northerly winds elsewhere; barometer rising slowly in the north, and falling in the southern districts.: [562, 1743, 689, 1870]
received-line: Received July 20, 10 a.m.: [574, 1092, 678, 1102]
news-item: At the wool sales the Wanganui clip realised 9½d, and the Waitangi clip 9½d.: [425, 855, 552, 886]
divider: [465, 1309, 511, 1310]
news-item: The New Zealand Loan and Mercantile Agency Co., Ltd., make further additions to their next Masterton stock sale list.: [699, 1716, 827, 1758]
news-item: Co-operation with the Government was impossible, the speaker declared, while self-government was denied to the Indian people.: [699, 313, 827, 365]
subheading: MATCH AGAINST YORKSHIRE.: [312, 93, 390, 112]
divider: [465, 892, 511, 893]
wire-credit: By Telegraph—Press Association. TAIHAPE, July 20.: [429, 1220, 548, 1238]
news-item: A satisfactory feature in connection with the unemployment difficulty is that a number of men have asked for the removal of their names from the Citizens Relief Committee's list, stating that they have now found work at their own trades.: [562, 1263, 689, 1358]
news-item: Arabindo Ghose, founder of the newspaper "Bande Mataram," speaking at Calcutta, said if political meetings were stopped it would be an incentive to the movement one trembled to contemplate.: [699, 225, 827, 309]
news-item: Teheran is quiet. The bazaars have been re-opened.: [974, 510, 1101, 531]
subheading: CELEBRATION OF AN ANNIVERSARY.: [714, 113, 812, 132]
subheading: RELEASED FROM PRISON.: [565, 517, 686, 527]
news-item: Mr W. H. Cruickshank, land agent, Masterton, offers for sale two handy and well improved dairy farms. Particulars appear elsewhere.: [13, 1025, 140, 1077]
wire-credit: United Press Association—By Electric Telegraph Copyright.: [710, 136, 816, 153]
advert-cough-remedy: Mr M. A. McFarlane, Tokomaru, Maryborough, Vic., writes: "My boy had been troubled with bronchitis for some time, and though I had expert opinion and their prescriptions he still seemed to be getting worse. I was really afraid that he was developing consumption. At length I was induced to give Chamberlain's Cough Remedy a trial, and continued with it. He was much better before I had used one bottle. I was also very much impressed by the fact that he began to eat well and gain in weight." For sale by all chemists and storekeepers.: [287, 1845, 415, 2010]
divider: [328, 1407, 374, 1408]
advert-heading: WHY IS SANDER & SONS PURE VOLATILE EUCALYPTI EXTRACT superior to any other Eucalypti Product?: [150, 2101, 277, 2139]
news-item: The International Alcohol Congress opened at Kensington yesterday.: [699, 631, 827, 662]
news-item: Messrs McLeod and Young, of "The Academy," announce the arrival of many new novels and new editions of standard works. The new novels include: "Barbary Sheep" (Robert Hitchens), "Great Amulet" (Maud Diver), "Daphne" (Mrs Humphrey Ward), a small supply of the "Englishman's Home" (Du Maurier), "Beyond" (Frank Bullen) "The Red House" (Osbourne), "The Disappearing Eye" (Fergus Hume), "Pomp and Circumstance" (Gerard), "The Girl in the Blue Dress" (Marsh), "The Love Brokers" (Albert Kinross), "The Forlorn Hope" (W. E. Norris), "Sat in Silver" (C. and A. M. Williamson). Book-covers are invited to look over the new stocks always coming to hand.: [13, 2129, 140, 2393]
